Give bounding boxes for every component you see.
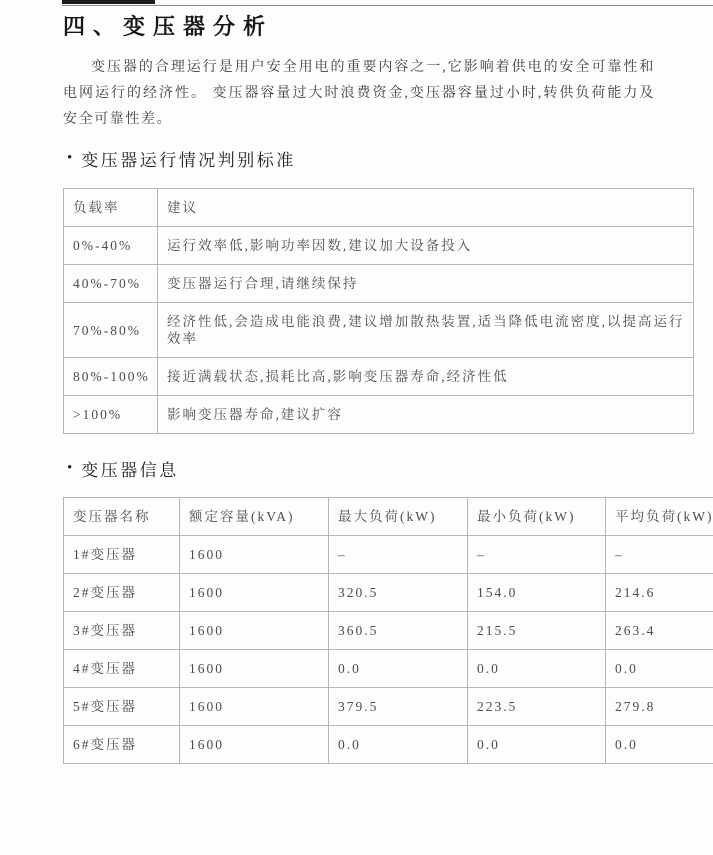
load-rate-cell: >100% — [64, 396, 158, 434]
rated-capacity-cell: 1600 — [180, 574, 329, 612]
load-rate-cell: 0%-40% — [64, 227, 158, 265]
avg-load-cell: 263.4 — [606, 612, 713, 650]
transformer-name-cell: 6#变压器 — [64, 726, 180, 764]
table-row — [64, 688, 713, 726]
page-top-fragment-bar — [62, 0, 155, 4]
column-header-max-load: 最大负荷(kW) — [329, 498, 468, 536]
rated-capacity-cell: 1600 — [180, 536, 329, 574]
table-row — [64, 265, 694, 303]
bullet-icon: • — [67, 460, 73, 476]
subsection-heading-label: 变压器运行情况判别标准 — [81, 151, 296, 170]
min-load-cell: 215.5 — [468, 612, 606, 650]
transformer-name-cell: 2#变压器 — [64, 574, 180, 612]
max-load-cell: 320.5 — [329, 574, 468, 612]
rated-capacity-cell: 1600 — [180, 688, 329, 726]
transformer-name-cell: 3#变压器 — [64, 612, 180, 650]
subsection-heading-label: 变压器信息 — [81, 461, 179, 480]
intro-paragraph: 变压器的合理运行是用户安全用电的重要内容之一,它影响着供电的安全可靠性和电网运行的经济性。 变压器容量过大时浪费资金,变压器容量过小时,转供负荷能力及安全可靠性差。 — [63, 60, 655, 127]
column-header-rated-capacity: 额定容量(kVA) — [180, 498, 329, 536]
load-rate-cell: 80%-100% — [64, 358, 158, 396]
rated-capacity-cell: 1600 — [180, 612, 329, 650]
bullet-icon: • — [67, 150, 73, 166]
max-load-cell: 0.0 — [329, 726, 468, 764]
suggestion-cell: 运行效率低,影响功率因数,建议加大设备投入 — [158, 227, 694, 265]
suggestion-cell: 经济性低,会造成电能浪费,建议增加散热装置,适当降低电流密度,以提高运行效率 — [158, 303, 694, 358]
suggestion-cell: 接近满载状态,损耗比高,影响变压器寿命,经济性低 — [158, 358, 694, 396]
page-title: 四、变压器分析 — [63, 14, 274, 39]
avg-load-cell: – — [606, 536, 713, 574]
min-load-cell: 223.5 — [468, 688, 606, 726]
min-load-cell: 154.0 — [468, 574, 606, 612]
min-load-cell: 0.0 — [468, 726, 606, 764]
avg-load-cell: 0.0 — [606, 650, 713, 688]
column-header-suggestion: 建议 — [158, 189, 694, 227]
rated-capacity-cell: 1600 — [180, 726, 329, 764]
transformer-info-table — [63, 497, 713, 764]
column-header-avg-load: 平均负荷(kW) — [606, 498, 713, 536]
avg-load-cell: 279.8 — [606, 688, 713, 726]
subsection-heading-criteria — [67, 146, 296, 171]
transformer-name-cell: 1#变压器 — [64, 536, 180, 574]
load-rate-cell: 70%-80% — [64, 303, 158, 358]
min-load-cell: 0.0 — [468, 650, 606, 688]
table-row — [64, 303, 694, 358]
column-header-load-rate: 负载率 — [64, 189, 158, 227]
table-row — [64, 396, 694, 434]
avg-load-cell: 214.6 — [606, 574, 713, 612]
transformer-name-cell: 4#变压器 — [64, 650, 180, 688]
table-row — [64, 536, 713, 574]
min-load-cell: – — [468, 536, 606, 574]
load-rate-criteria-table — [63, 188, 694, 434]
table-header-row — [64, 498, 713, 536]
table-header-row — [64, 189, 694, 227]
load-rate-cell: 40%-70% — [64, 265, 158, 303]
column-header-min-load: 最小负荷(kW) — [468, 498, 606, 536]
transformer-name-cell: 5#变压器 — [64, 688, 180, 726]
max-load-cell: – — [329, 536, 468, 574]
column-header-name: 变压器名称 — [64, 498, 180, 536]
table-row — [64, 726, 713, 764]
suggestion-cell: 变压器运行合理,请继续保持 — [158, 265, 694, 303]
max-load-cell: 379.5 — [329, 688, 468, 726]
top-horizontal-rule — [62, 5, 713, 6]
subsection-heading-transformer-info — [67, 456, 179, 481]
suggestion-cell: 影响变压器寿命,建议扩容 — [158, 396, 694, 434]
table-row — [64, 612, 713, 650]
rated-capacity-cell: 1600 — [180, 650, 329, 688]
avg-load-cell: 0.0 — [606, 726, 713, 764]
table-row — [64, 650, 713, 688]
max-load-cell: 360.5 — [329, 612, 468, 650]
table-row — [64, 574, 713, 612]
table-row — [64, 358, 694, 396]
max-load-cell: 0.0 — [329, 650, 468, 688]
table-row — [64, 227, 694, 265]
